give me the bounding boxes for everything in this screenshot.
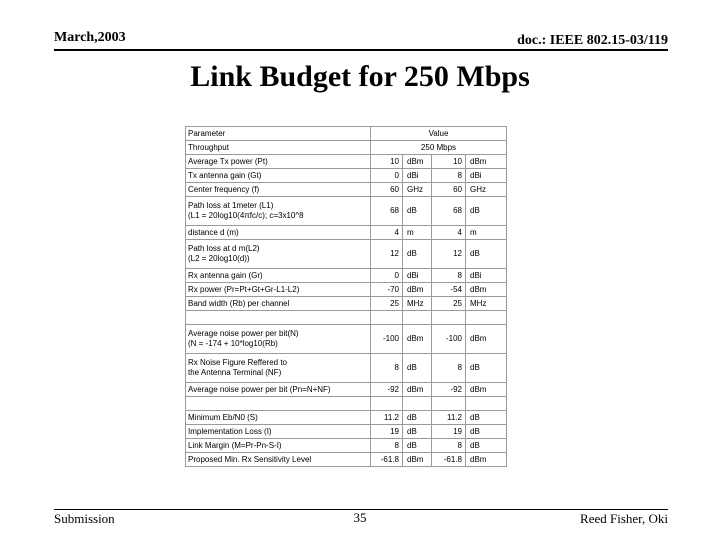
unit-1-cell: dBm	[403, 383, 432, 397]
parameter-text: the Antenna Terminal (NF)	[188, 368, 282, 377]
value-2-cell: 8	[432, 439, 466, 453]
unit-1-cell: dBi	[403, 169, 432, 183]
unit-1-cell: dBm	[403, 155, 432, 169]
header-date: March,2003	[54, 30, 126, 45]
value-2-cell	[432, 397, 466, 411]
parameter-cell	[186, 183, 371, 197]
unit-2-cell: GHz	[466, 183, 507, 197]
parameter-text: Proposed Min. Rx Sensitivity Level	[188, 454, 312, 464]
value-1-cell: 19	[371, 425, 403, 439]
unit-2-cell	[466, 311, 507, 325]
link-budget-table	[185, 126, 507, 467]
table-row	[186, 411, 507, 425]
parameter-cell	[186, 311, 371, 325]
value-2-cell: 8	[432, 169, 466, 183]
value-2-cell: 10	[432, 155, 466, 169]
parameter-text: Minimum Eb/N0 (S)	[188, 412, 258, 422]
parameter-text: Center frequency (f)	[188, 184, 260, 194]
parameter-text: Rx power (Pr=Pt+Gt+Gr-L1-L2)	[188, 284, 300, 294]
unit-2-cell: dBm	[466, 453, 507, 467]
value-2-cell: 25	[432, 297, 466, 311]
parameter-cell	[186, 297, 371, 311]
throughput-row	[186, 141, 507, 155]
value-2-cell: 68	[432, 197, 466, 226]
table-row	[186, 155, 507, 169]
footer-submission: Submission	[54, 511, 115, 526]
value-2-cell: -100	[432, 325, 466, 354]
unit-2-cell: dBm	[466, 325, 507, 354]
table-row	[186, 383, 507, 397]
table-row	[186, 297, 507, 311]
unit-1-cell: dBm	[403, 283, 432, 297]
parameter-cell	[186, 155, 371, 169]
table-row	[186, 439, 507, 453]
parameter-text: (L1 = 20log10(4πfc/c); c=3x10^8	[188, 211, 304, 220]
unit-1-cell: dBm	[403, 453, 432, 467]
value-1-cell: 10	[371, 155, 403, 169]
unit-1-cell: dB	[403, 411, 432, 425]
parameter-text: Band width (Rb) per channel	[188, 298, 290, 308]
unit-2-cell: dBm	[466, 155, 507, 169]
parameter-cell	[186, 453, 371, 467]
unit-2-cell: dB	[466, 354, 507, 383]
parameter-text: distance d (m)	[188, 227, 239, 237]
value-1-cell	[371, 311, 403, 325]
unit-2-cell: dB	[466, 240, 507, 269]
unit-2-cell: MHz	[466, 297, 507, 311]
unit-1-cell: dB	[403, 197, 432, 226]
throughput-label: Throughput	[186, 141, 371, 155]
table-row	[186, 226, 507, 240]
table-header-row	[186, 127, 507, 141]
value-1-cell: 11.2	[371, 411, 403, 425]
parameter-text: Tx antenna gain (Gt)	[188, 170, 262, 180]
parameter-text: Implementation Loss (I)	[188, 426, 272, 436]
value-2-cell: -61.8	[432, 453, 466, 467]
table-row	[186, 283, 507, 297]
header-rule	[54, 49, 668, 51]
parameter-cell	[186, 240, 371, 269]
parameter-text: Path loss at d m(L2)	[188, 244, 260, 253]
parameter-text: Rx antenna gain (Gr)	[188, 270, 263, 280]
parameter-text: (N = -174 + 10*log10(Rb)	[188, 339, 278, 348]
value-1-cell: -61.8	[371, 453, 403, 467]
unit-1-cell: dBi	[403, 269, 432, 283]
value-2-cell: -92	[432, 383, 466, 397]
value-1-cell: 8	[371, 354, 403, 383]
parameter-cell	[186, 354, 371, 383]
unit-2-cell: dBm	[466, 383, 507, 397]
unit-1-cell: dB	[403, 439, 432, 453]
unit-2-cell: dBi	[466, 269, 507, 283]
value-1-cell: -70	[371, 283, 403, 297]
footer-page-number: 35	[353, 510, 367, 525]
parameter-cell	[186, 325, 371, 354]
unit-1-cell: dB	[403, 240, 432, 269]
unit-1-cell	[403, 311, 432, 325]
table-row	[186, 269, 507, 283]
value-1-cell: 8	[371, 439, 403, 453]
table-row	[186, 453, 507, 467]
value-1-cell: 25	[371, 297, 403, 311]
value-1-cell: 4	[371, 226, 403, 240]
value-2-cell: 12	[432, 240, 466, 269]
unit-2-cell: dB	[466, 197, 507, 226]
value-1-cell: 60	[371, 183, 403, 197]
value-1-cell: 12	[371, 240, 403, 269]
unit-1-cell: dBm	[403, 325, 432, 354]
parameter-cell	[186, 226, 371, 240]
unit-1-cell: m	[403, 226, 432, 240]
table-row	[186, 397, 507, 411]
value-1-cell: -92	[371, 383, 403, 397]
value-2-cell: -54	[432, 283, 466, 297]
table-row	[186, 197, 507, 226]
header-value-cell: Value	[371, 127, 507, 141]
unit-1-cell: dB	[403, 425, 432, 439]
header-parameter-cell: Parameter	[186, 127, 371, 141]
parameter-cell	[186, 383, 371, 397]
table-row	[186, 240, 507, 269]
parameter-cell	[186, 439, 371, 453]
table-row	[186, 311, 507, 325]
unit-2-cell: dB	[466, 425, 507, 439]
table-row	[186, 425, 507, 439]
parameter-text: Average noise power per bit (Pn=N+NF)	[188, 384, 331, 394]
parameter-cell	[186, 411, 371, 425]
value-2-cell: 8	[432, 269, 466, 283]
unit-2-cell: dBi	[466, 169, 507, 183]
parameter-text: Rx Noise Figure Reffered to	[188, 358, 288, 367]
value-1-cell: 0	[371, 269, 403, 283]
unit-1-cell	[403, 397, 432, 411]
parameter-cell	[186, 197, 371, 226]
parameter-text: Average noise power per bit(N)	[188, 329, 299, 338]
value-2-cell: 4	[432, 226, 466, 240]
parameter-cell	[186, 425, 371, 439]
table-row	[186, 183, 507, 197]
parameter-text: Path loss at 1meter (L1)	[188, 201, 274, 210]
value-2-cell: 60	[432, 183, 466, 197]
value-2-cell: 8	[432, 354, 466, 383]
parameter-cell	[186, 169, 371, 183]
parameter-cell	[186, 397, 371, 411]
unit-2-cell: dB	[466, 411, 507, 425]
unit-2-cell: m	[466, 226, 507, 240]
throughput-value: 250 Mbps	[371, 141, 507, 155]
unit-2-cell: dBm	[466, 283, 507, 297]
parameter-cell	[186, 269, 371, 283]
footer-author: Reed Fisher, Oki	[580, 511, 668, 526]
parameter-cell	[186, 283, 371, 297]
value-1-cell	[371, 397, 403, 411]
table-row	[186, 169, 507, 183]
parameter-text: Link Margin (M=Pr-Pn-S-I)	[188, 440, 282, 450]
parameter-text: (L2 = 20log10(d))	[188, 254, 250, 263]
unit-1-cell: dB	[403, 354, 432, 383]
table-row	[186, 325, 507, 354]
unit-2-cell	[466, 397, 507, 411]
link-budget-table-container	[185, 126, 507, 485]
value-1-cell: 0	[371, 169, 403, 183]
value-2-cell: 19	[432, 425, 466, 439]
table-row	[186, 354, 507, 383]
header-doc-id: doc.: IEEE 802.15-03/119	[517, 33, 668, 48]
value-1-cell: 68	[371, 197, 403, 226]
value-2-cell	[432, 311, 466, 325]
unit-1-cell: MHz	[403, 297, 432, 311]
parameter-text: Average Tx power (Pt)	[188, 156, 268, 166]
unit-2-cell: dB	[466, 439, 507, 453]
value-2-cell: 11.2	[432, 411, 466, 425]
value-1-cell: -100	[371, 325, 403, 354]
slide-title: Link Budget for 250 Mbps	[190, 60, 530, 93]
unit-1-cell: GHz	[403, 183, 432, 197]
